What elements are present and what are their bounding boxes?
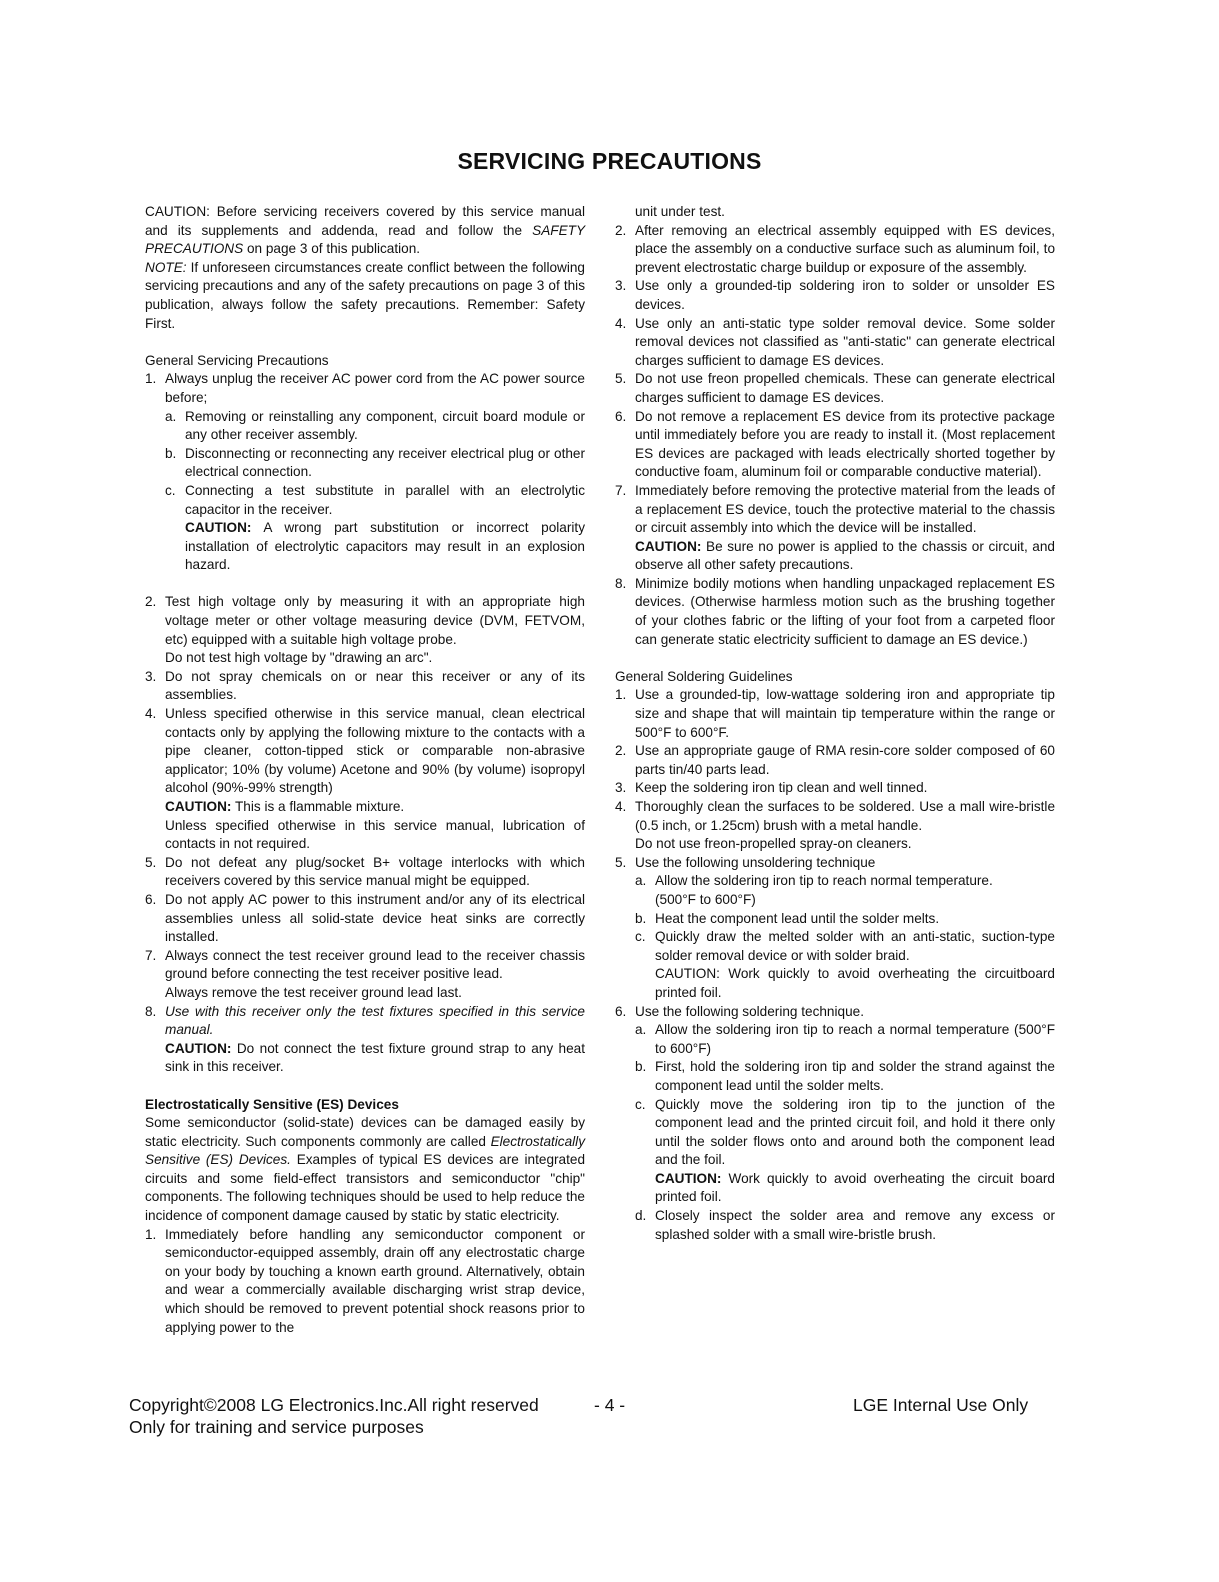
list-item: 7. Always connect the test receiver ground lead to the receiver chassis ground before connecting the test receiver positive lead.	[145, 947, 585, 982]
list-item-continued: unit under test.	[635, 204, 725, 219]
list-item: 2. After removing an electrical assembly equipped with ES devices, place the assembly on a conductive surface such as aluminum foil, to prevent electrostatic charge buildup or exposure of the assembly.	[615, 222, 1055, 275]
list-item: 7. Immediately before removing the protective material from the leads of a replacement ES device, touch the protective material to the chassis or circuit assembly into which the device will be installed.	[615, 482, 1055, 536]
es-intro-paragraph: Some semiconductor (solid-state) devices can be damaged easily by static electricity. Such components commonly are called Electrostatically Sensitive (ES) Devices. Examples of typical ES devices are integrated circuits and some field-effect transistors and semiconductor "chip" components. The following techniques should be used to help reduce the incidence of component damage caused by static by static electricity.	[145, 1115, 585, 1224]
list-item-note: (500°F to 600°F)	[655, 891, 756, 907]
list-item: 8. Use with this receiver only the test fixtures specified in this service manual.	[145, 1003, 585, 1038]
copyright-text: Copyright©2008 LG Electronics.Inc.All right reserved	[129, 1395, 539, 1415]
list-item: 6. Use the following soldering technique.	[615, 1003, 864, 1019]
list-item: a. Removing or reinstalling any component, circuit board module or any other receiver assembly.	[165, 408, 585, 443]
list-item: 3. Keep the soldering iron tip clean and well tinned.	[615, 780, 928, 796]
internal-use-label: LGE Internal Use Only	[853, 1395, 1029, 1415]
list-item: 1. Always unplug the receiver AC power cord from the AC power source before;	[145, 371, 585, 405]
list-item: 3. Do not spray chemicals on or near this receiver or any of its assemblies.	[145, 668, 585, 703]
list-item: 5. Do not defeat any plug/socket B+ voltage interlocks with which receivers covered by this service manual might be equipped.	[145, 854, 585, 889]
caution-note: CAUTION: Work quickly to avoid overheating the circuitboard printed foil.	[655, 966, 1055, 1000]
caution-note: CAUTION: A wrong part substitution or incorrect polarity installation of electrolytic capacitors may result in an explosion hazard.	[185, 520, 585, 573]
list-item: c. Quickly move the soldering iron tip to the junction of the component lead and the printed circuit foil, and hold it there only until the solder flows onto and around both the component lead and the foil.	[635, 1096, 1055, 1168]
page-title: SERVICING PRECAUTIONS	[457, 148, 762, 174]
list-item: b. Heat the component lead until the solder melts.	[635, 910, 940, 926]
list-item: 4. Unless specified otherwise in this service manual, clean electrical contacts only by applying the following mixture to the contacts with a pipe cleaner, cotton-tipped stick or comparable non-abrasive applicator; 10% (by volume) Acetone and 90% (by volume) isopropyl alcohol (90%-99% strength)	[145, 706, 585, 796]
list-item-note: Do not test high voltage by "drawing an arc".	[165, 650, 433, 666]
list-item: 1. Use a grounded-tip, low-wattage soldering iron and appropriate tip size and shape that will maintain tip temperature within the range or 500°F to 600°F.	[615, 687, 1055, 740]
list-item: 2. Use an appropriate gauge of RMA resin-core solder composed of 60 parts tin/40 parts lead.	[615, 743, 1055, 777]
list-item: b. Disconnecting or reconnecting any receiver electrical plug or other electrical connection.	[165, 445, 585, 480]
purpose-text: Only for training and service purposes	[129, 1417, 424, 1437]
caution-note: CAUTION: Be sure no power is applied to the chassis or circuit, and observe all other safety precautions.	[635, 538, 1055, 573]
left-column	[145, 203, 585, 1337]
general-servicing-heading: General Servicing Precautions	[145, 352, 329, 368]
es-devices-heading: Electrostatically Sensitive (ES) Devices	[145, 1096, 399, 1112]
caution-intro: CAUTION: Before servicing receivers covered by this service manual and its supplements and addenda, read and follow the SAFETY PRECAUTIONS on page 3 of this publication.	[145, 204, 586, 257]
list-item-note: Unless specified otherwise in this service manual, lubrication of contacts in not required.	[165, 817, 585, 852]
list-item: 2. Test high voltage only by measuring it with an appropriate high voltage meter or other voltage measuring device (DVM, FETVOM, etc) equipped with a suitable high voltage probe.	[145, 594, 585, 647]
caution-note: CAUTION: This is a flammable mixture.	[165, 799, 405, 814]
list-item: a. Allow the soldering iron tip to reach a normal temperature (500°F to 600°F)	[635, 1022, 1055, 1056]
soldering-guidelines-heading: General Soldering Guidelines	[615, 668, 793, 684]
caution-note: CAUTION: Work quickly to avoid overheating the circuit board printed foil.	[655, 1170, 1055, 1205]
list-item: 6. Do not apply AC power to this instrument and/or any of its electrical assemblies unless all solid-state device heat sinks are correctly installed.	[145, 891, 585, 945]
list-item: 4. Thoroughly clean the surfaces to be soldered. Use a mall wire-bristle (0.5 inch, or 1.25cm) brush with a metal handle.	[615, 799, 1055, 833]
list-item: 1. Immediately before handling any semiconductor component or semiconductor-equipped assembly, drain off any electrostatic charge on your body by touching a known earth ground. Alternatively, obtain and wear a commercially available discharging wrist strap device, which should be removed to prevent potential shock reasons prior to applying power to the	[145, 1226, 585, 1335]
list-item: 5. Use the following unsoldering technique	[615, 854, 876, 870]
list-item-note: Always remove the test receiver ground lead last.	[165, 984, 462, 1000]
caution-note: CAUTION: Do not connect the test fixture ground strap to any heat sink in this receiver.	[165, 1040, 585, 1075]
list-item: a. Allow the soldering iron tip to reach normal temperature.	[635, 873, 993, 889]
list-item-note: Do not use freon-propelled spray-on cleaners.	[635, 836, 912, 852]
list-item: c. Quickly draw the melted solder with an anti-static, suction-type solder removal device or with solder braid.	[635, 929, 1055, 963]
list-item: b. First, hold the soldering iron tip and solder the strand against the component lead until the solder melts.	[635, 1059, 1055, 1093]
list-item: 5. Do not use freon propelled chemicals. These can generate electrical charges sufficient to damage ES devices.	[615, 371, 1055, 405]
list-item: 4. Use only an anti-static type solder removal device. Some solder removal devices not classified as "anti-static" can generate electrical charges sufficient to damage ES devices.	[615, 315, 1055, 368]
page-number: - 4 -	[594, 1395, 626, 1415]
list-item: 8. Minimize bodily motions when handling unpackaged replacement ES devices. (Otherwise harmless motion such as the brushing together of your clothes fabric or the lifting of your foot from a carpeted floor can generate static electricity sufficient to damage an ES device.)	[615, 575, 1055, 647]
list-item: d. Closely inspect the solder area and remove any excess or splashed solder with a small wire-bristle brush.	[635, 1208, 1055, 1242]
right-column	[615, 203, 1055, 1244]
footer-left	[129, 1394, 539, 1438]
list-item: 6. Do not remove a replacement ES device from its protective package until immediately before you are ready to install it. (Most replacement ES devices are packaged with leads electrically shorted together by conductive foam, aluminum foil or comparable conductive material).	[615, 408, 1055, 480]
note-paragraph: NOTE: If unforeseen circumstances create conflict between the following servicing precautions and any of the safety precautions on page 3 of this publication, always follow the safety precautions. Remember: Safety First.	[145, 259, 585, 331]
list-item: 3. Use only a grounded-tip soldering iron to solder or unsolder ES devices.	[615, 278, 1055, 312]
list-item: c. Connecting a test substitute in parallel with an electrolytic capacitor in the receiver.	[165, 482, 585, 517]
